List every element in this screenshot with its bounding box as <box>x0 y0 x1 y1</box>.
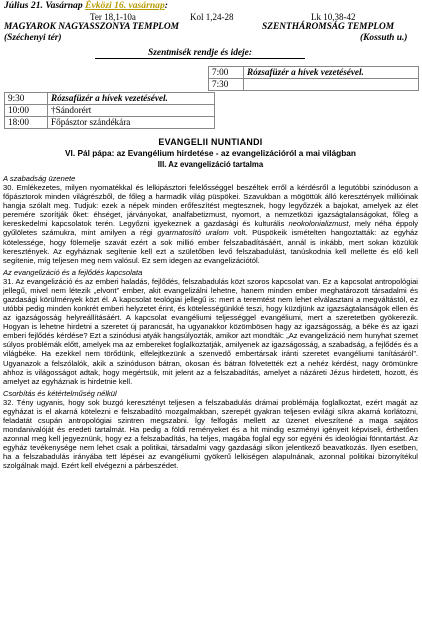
church-right-name: SZENTHÁROMSÁG TEMPLOM <box>262 22 395 32</box>
table-row <box>5 117 215 129</box>
mass-intention: Főpásztor szándékára <box>48 117 215 129</box>
table-row <box>209 79 419 91</box>
mass-intention: Rózsafüzér a hívek vezetésével. <box>244 67 419 79</box>
reading-second: Kol 1,24-28 <box>190 12 234 22</box>
article-block <box>3 268 418 386</box>
church-left-name: MAGYAROK NAGYASSZONYA TEMPLOM <box>4 22 180 32</box>
article <box>3 137 418 471</box>
block-paragraph <box>3 277 418 386</box>
sunday-name-link[interactable]: Évközi 16. vasárnap <box>85 0 165 11</box>
article-block <box>3 174 418 265</box>
article-section-heading: III. Az evangelizáció tartalma <box>157 160 264 169</box>
date-colon: : <box>164 0 168 11</box>
block-heading: Csorbítás és kétértelműség nélkül <box>3 388 117 398</box>
mass-table-left <box>4 92 215 129</box>
table-row <box>5 105 215 117</box>
block-heading: A szabadság üzenete <box>3 174 76 183</box>
date-label: Július 21. Vasárnap <box>4 0 83 11</box>
mass-intention <box>244 79 419 91</box>
block-paragraph <box>3 398 418 471</box>
table-row <box>5 93 215 105</box>
mass-time: 18:00 <box>5 117 48 129</box>
mass-time: 9:30 <box>5 93 48 105</box>
paragraph-emphasis: neokolonializmust <box>288 219 349 229</box>
article-title: EVANGELII NUNTIANDI <box>158 137 263 147</box>
paragraph-emphasis: gyarmatosító uralom <box>157 228 229 238</box>
paragraph-text: volt. Püspökeik ismételten hangoztatták: az egyház kötelessége, hogy fölemelje szavát ezért a sok millió ember felszabadításáért, annál is inkább, mert sokan közülük keresztények. Az egyháznak segítenie kell ezt a születőben levő felszabadulást, tanúskodnia kell mellette és elő kell segítenie, míg teljesen meg nem valósul. Ez sem idegen az evangelizációtól. <box>3 228 419 265</box>
reading-gospel: Lk 10,38-42 <box>311 12 356 22</box>
mass-time: 7:00 <box>209 67 244 79</box>
mass-time: 7:30 <box>209 79 244 91</box>
church-left-location: (Széchenyi tér) <box>4 33 62 43</box>
mass-intention: Rózsafüzér a hívek vezetésével. <box>48 93 215 105</box>
block-heading: Az evangelizáció és a fejlődés kapcsolata <box>3 267 143 277</box>
article-subtitle: VI. Pál pápa: az Evangélium hirdetése - az evangelizációról a mai világban <box>65 148 356 158</box>
table-row <box>209 67 419 79</box>
reading-first: Ter 18,1-10a <box>90 12 136 22</box>
mass-table-right <box>208 66 419 91</box>
paragraph-text: 30. Emlékezetes, milyen nyomatékkal és lelkipásztori felelősséggel beszéltek erről a kérdésről a legutóbbi szinóduson a főpásztorok minden világrészből, de főleg a harmadik világ püspökei. Szavukban a mögöttük álló keresztények millióinak hangja szólalt meg. Tudjuk: ezek a népek minden erőfeszítést megtesznek, hogy legyőzzék a bajokat, amelyek az élet peremére szorítják őket: éhséget, járványokat, analfabetizmust, nyomort, a nemzetközi igazságtalanságokat, főleg a kereskedelmi kapcsolatok terén. Legyőzni igyekeznek a gazdasági és kulturális <box>3 183 418 229</box>
paragraph-text: , mely néha éppoly gyűlöletes számukra, mint amilyen a régi <box>3 219 418 238</box>
mass-time: 10:00 <box>5 105 48 117</box>
block-paragraph <box>3 183 418 265</box>
paragraph-text: 32. Tény ugyanis, hogy sok buzgó keresztényt teljesen a felszabadulás drámai problémája foglalkoztat, ezért magát az egyházat is el akarná kötelezni e felszabadító mozgalmakban, szerepét gyakran teljesen evilági síkra akarná korlátozni, feladatát csupán antropológiai szintren megszabni. Így felfogás mellett az üzenet elveszítené a maga sajátos mondanivalóját és eredeti tartalmát. Ha pedig a földi reményeket és a hit mindig eszményi igényeit képviseli, érthetően azonnal meg kell jegyeznünk, hogy ez a felszabadítás, ha teljes, magába foglal egy sor egyéni és ideológiai fönntartást. Az egyház tevékenysége nem lehet csak a politikai, társadalmi vagy gazdasági síkon jelentkező beavatkozás. Ilyen esetben, ha a felszabadulás irányába tett lépései az evangéliumi gyökerű lelkiségen alapulnának, azonnal politikai bizonyítékul szolgálnak majd. Ezért kell elvégezni a párbeszédet. <box>3 397 418 471</box>
header-date <box>4 1 422 11</box>
mass-intention: †Sándorért <box>48 105 215 117</box>
church-right-location: (Kossuth u.) <box>360 33 408 43</box>
mass-schedule-title: Szentmisék rendje és ideje: <box>95 48 305 59</box>
article-block <box>3 389 418 471</box>
paragraph-text: 31. Az evangelizáció és az emberi haladás, fejlődés, felszabadulás közt szoros kapcsolat van. Ez a kapcsolat antropológiai jellegű, mivel nem létezik „elvont” ember, akit evangelizálni lehetne, hanem minden ember meghatározott társadalmi és gazdasági körülmények közt él. A kapcsolat teológiai jellegű is: mert a teremtést nem lehet elválasztani a megváltástól, ez utóbbi pedig minden konkrét emberi helyzetet érint, és kötelességünkké teszi, hogy küzdjünk az igazságtalanságok ellen és az igazságosság helyreállításáért. A kapcsolat evangéliumi teljességgel evangéliumi, mert a szeretetben gyökerezik. Hogyan is lehetne hirdetni a szeretet új parancsát, ha ugyanakkor közömbösen hagy az igazságosság, a béke és az igazi emberi fejlődés kérdése? Ezt a szinódusi atyák hangsúlyozták, amikor azt mondták: „Az evangelizáció nem hunyhat szemet súlyos problémák előtt, amelyek ma az embereket foglalkoztatják, amilyenek az igazságosság, a szabadság, a fejlődés és a világbéke. Ha ezekkel nem törődünk, elfelejtkezünk a szenvedő embertársak iránti szeretet evangéliumi tanításáról”. Ugyanazok a felszólalók, akik a szinóduson bátran, okosan és bátran fölvetették ezt a nehéz kérdést, nagy örömünkre ahhoz is világosságot adtak, hogy megértsük, mit jelent az a felszabadítás, amelyet a názáreti Jézus hirdetett, hozott, és amelyet az egyháznak is hirdetnie kell. <box>3 276 418 386</box>
